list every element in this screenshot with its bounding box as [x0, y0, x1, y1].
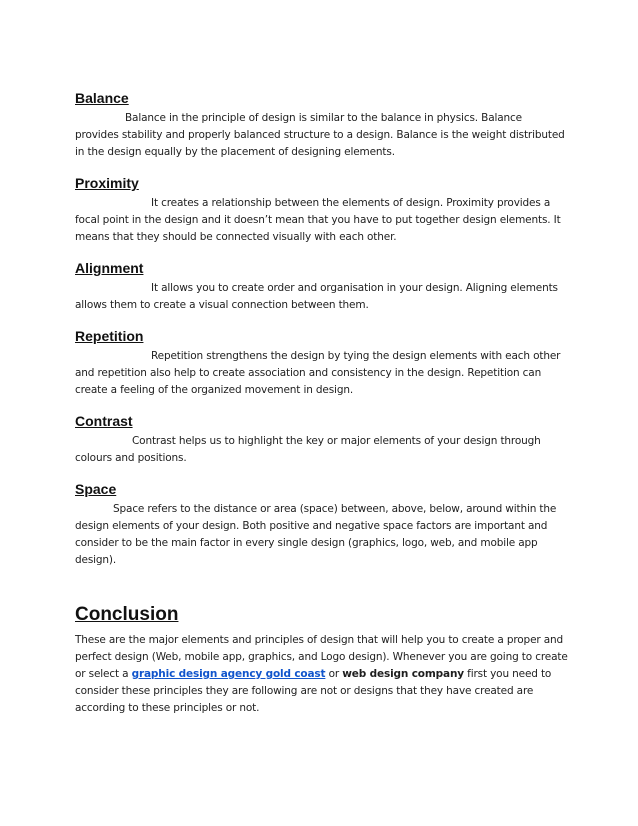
paragraph-space: Space refers to the distance or area (space) between, above, below, around within the design elements of your design. Both positive and negative space factors are important and consider to be the main factor in every single design (graphics, logo, web, and mobile app design).	[75, 503, 557, 566]
heading-balance: Balance	[75, 90, 129, 106]
heading-contrast: Contrast	[75, 413, 133, 429]
heading-proximity: Proximity	[75, 175, 139, 191]
heading-space: Space	[75, 481, 117, 497]
conclusion-text-or: or	[325, 668, 343, 680]
section-alignment	[75, 259, 568, 314]
section-repetition	[75, 327, 568, 399]
paragraph-proximity: It creates a relationship between the elements of design. Proximity provides a focal point in the design and it doesn’t mean that you have to put together design elements. It means that they should be connected visually with each other.	[75, 197, 561, 243]
paragraph-alignment: It allows you to create order and organisation in your design. Aligning elements allows them to create a visual connection between them.	[75, 282, 558, 311]
graphic-design-agency-link[interactable]: graphic design agency gold coast	[131, 668, 326, 680]
section-contrast	[75, 412, 568, 467]
paragraph-repetition: Repetition strengthens the design by tying the design elements with each other and repetition also help to create association and consistency in the design. Repetition can create a feeling of the organized movement in design.	[75, 350, 561, 396]
heading-conclusion: Conclusion	[75, 604, 179, 625]
paragraph-balance: Balance in the principle of design is similar to the balance in physics. Balance provides stability and properly balanced structure to a design. Balance is the weight distributed in the design equally by the placement of designing elements.	[75, 112, 565, 158]
heading-alignment: Alignment	[75, 260, 144, 276]
section-conclusion	[75, 603, 568, 717]
heading-repetition: Repetition	[75, 328, 144, 344]
section-balance	[75, 89, 568, 161]
section-proximity	[75, 174, 568, 246]
paragraph-conclusion	[75, 632, 568, 717]
web-design-company-text: web design company	[342, 668, 464, 680]
section-space	[75, 480, 568, 569]
conclusion-text-before: These are the major elements and principles of design that will help you to create a proper and perfect design (Web, mobile app, graphics, and Logo design). Whenever you are going to create or select a	[75, 634, 568, 680]
paragraph-contrast: Contrast helps us to highlight the key or major elements of your design through colours and positions.	[75, 435, 541, 464]
conclusion-text-after: first you need to consider these principles they are following are not or designs that they have created are according to these principles or not.	[75, 668, 552, 714]
